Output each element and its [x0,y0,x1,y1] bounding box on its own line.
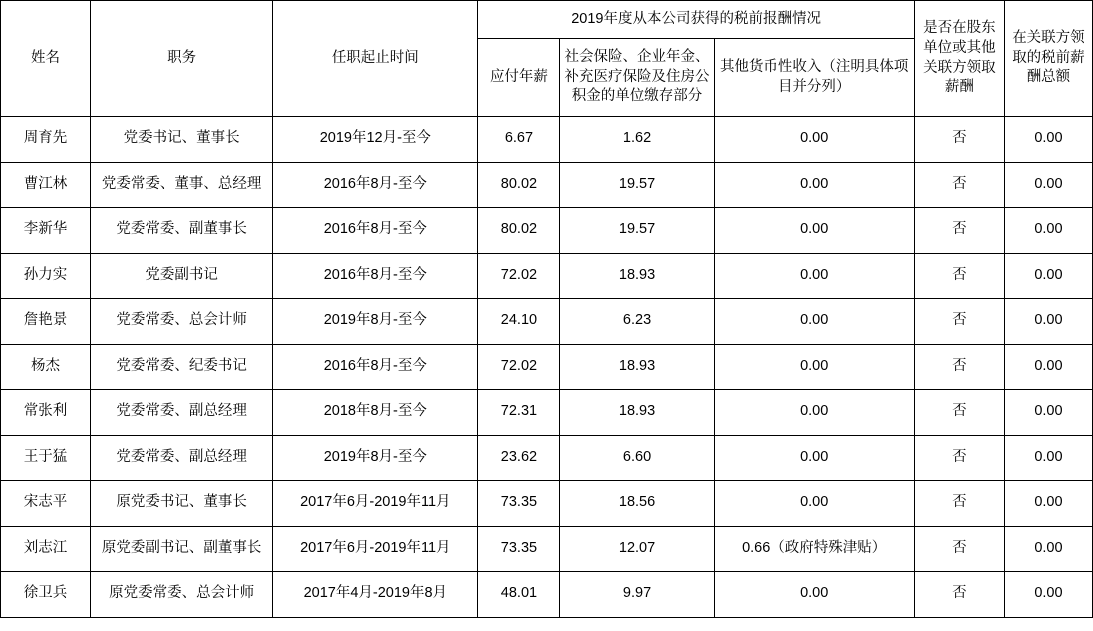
cell-other-income: 0.66（政府特殊津贴） [714,526,914,572]
cell-name: 李新华 [1,208,91,254]
cell-other-income: 0.00 [714,572,914,618]
cell-insurance: 18.93 [560,344,714,390]
cell-from-shareholder: 否 [914,572,1004,618]
cell-period: 2016年8月-至今 [273,344,478,390]
cell-name: 杨杰 [1,344,91,390]
cell-name: 孙力实 [1,253,91,299]
table-row [1,572,1093,618]
cell-period: 2017年6月-2019年11月 [273,526,478,572]
cell-name: 常张利 [1,390,91,436]
cell-related-party-total: 0.00 [1004,117,1092,163]
cell-related-party-total: 0.00 [1004,435,1092,481]
cell-position: 党委常委、纪委书记 [91,344,273,390]
cell-position: 原党委副书记、副董事长 [91,526,273,572]
table-row [1,162,1093,208]
cell-from-shareholder: 否 [914,481,1004,527]
table-row [1,299,1093,345]
table-row [1,390,1093,436]
table-row [1,208,1093,254]
cell-related-party-total: 0.00 [1004,390,1092,436]
cell-salary: 72.31 [478,390,560,436]
cell-from-shareholder: 否 [914,299,1004,345]
cell-period: 2016年8月-至今 [273,208,478,254]
cell-from-shareholder: 否 [914,344,1004,390]
cell-name: 曹江林 [1,162,91,208]
column-header-name: 姓名 [1,1,91,117]
cell-position: 党委常委、总会计师 [91,299,273,345]
cell-period: 2019年8月-至今 [273,299,478,345]
cell-from-shareholder: 否 [914,435,1004,481]
cell-insurance: 18.93 [560,390,714,436]
cell-salary: 80.02 [478,162,560,208]
cell-from-shareholder: 否 [914,253,1004,299]
cell-insurance: 6.23 [560,299,714,345]
cell-period: 2017年6月-2019年11月 [273,481,478,527]
cell-salary: 73.35 [478,481,560,527]
cell-other-income: 0.00 [714,117,914,163]
cell-from-shareholder: 否 [914,526,1004,572]
column-header-group-compensation: 2019年度从本公司获得的税前报酬情况 [478,1,914,39]
cell-position: 党委常委、副董事长 [91,208,273,254]
cell-insurance: 18.56 [560,481,714,527]
cell-insurance: 9.97 [560,572,714,618]
cell-period: 2019年8月-至今 [273,435,478,481]
cell-salary: 48.01 [478,572,560,618]
cell-period: 2018年8月-至今 [273,390,478,436]
cell-position: 党委常委、副总经理 [91,435,273,481]
column-header-other-income: 其他货币性收入（注明具体项目并分列） [714,39,914,117]
cell-period: 2019年12月-至今 [273,117,478,163]
cell-insurance: 18.93 [560,253,714,299]
cell-from-shareholder: 否 [914,390,1004,436]
cell-position: 党委书记、董事长 [91,117,273,163]
cell-related-party-total: 0.00 [1004,572,1092,618]
cell-other-income: 0.00 [714,253,914,299]
column-header-from-shareholder: 是否在股东单位或其他关联方领取薪酬 [914,1,1004,117]
column-header-related-party-total: 在关联方领取的税前薪酬总额 [1004,1,1092,117]
cell-insurance: 6.60 [560,435,714,481]
column-header-insurance: 社会保险、企业年金、补充医疗保险及住房公积金的单位缴存部分 [560,39,714,117]
table-header [1,1,1093,117]
cell-other-income: 0.00 [714,162,914,208]
cell-from-shareholder: 否 [914,162,1004,208]
cell-from-shareholder: 否 [914,117,1004,163]
cell-other-income: 0.00 [714,299,914,345]
cell-related-party-total: 0.00 [1004,162,1092,208]
cell-salary: 72.02 [478,253,560,299]
cell-position: 原党委常委、总会计师 [91,572,273,618]
cell-related-party-total: 0.00 [1004,299,1092,345]
cell-related-party-total: 0.00 [1004,481,1092,527]
cell-insurance: 19.57 [560,162,714,208]
cell-related-party-total: 0.00 [1004,344,1092,390]
cell-name: 宋志平 [1,481,91,527]
cell-name: 詹艳景 [1,299,91,345]
cell-related-party-total: 0.00 [1004,253,1092,299]
cell-period: 2017年4月-2019年8月 [273,572,478,618]
table-row [1,526,1093,572]
cell-other-income: 0.00 [714,208,914,254]
cell-period: 2016年8月-至今 [273,253,478,299]
cell-insurance: 1.62 [560,117,714,163]
cell-salary: 24.10 [478,299,560,345]
column-header-position: 职务 [91,1,273,117]
cell-name: 刘志江 [1,526,91,572]
cell-salary: 73.35 [478,526,560,572]
cell-salary: 80.02 [478,208,560,254]
column-header-period: 任职起止时间 [273,1,478,117]
cell-name: 王于猛 [1,435,91,481]
table-row [1,117,1093,163]
table-row [1,481,1093,527]
cell-from-shareholder: 否 [914,208,1004,254]
cell-salary: 72.02 [478,344,560,390]
table-body [1,117,1093,618]
cell-other-income: 0.00 [714,435,914,481]
column-header-salary: 应付年薪 [478,39,560,117]
cell-insurance: 12.07 [560,526,714,572]
cell-related-party-total: 0.00 [1004,526,1092,572]
cell-position: 党委副书记 [91,253,273,299]
cell-position: 党委常委、副总经理 [91,390,273,436]
cell-name: 徐卫兵 [1,572,91,618]
cell-other-income: 0.00 [714,344,914,390]
cell-related-party-total: 0.00 [1004,208,1092,254]
cell-other-income: 0.00 [714,390,914,436]
table-row [1,435,1093,481]
table-row [1,253,1093,299]
cell-name: 周育先 [1,117,91,163]
cell-other-income: 0.00 [714,481,914,527]
cell-period: 2016年8月-至今 [273,162,478,208]
cell-position: 原党委书记、董事长 [91,481,273,527]
cell-insurance: 19.57 [560,208,714,254]
cell-salary: 23.62 [478,435,560,481]
table-row [1,344,1093,390]
cell-salary: 6.67 [478,117,560,163]
cell-position: 党委常委、董事、总经理 [91,162,273,208]
